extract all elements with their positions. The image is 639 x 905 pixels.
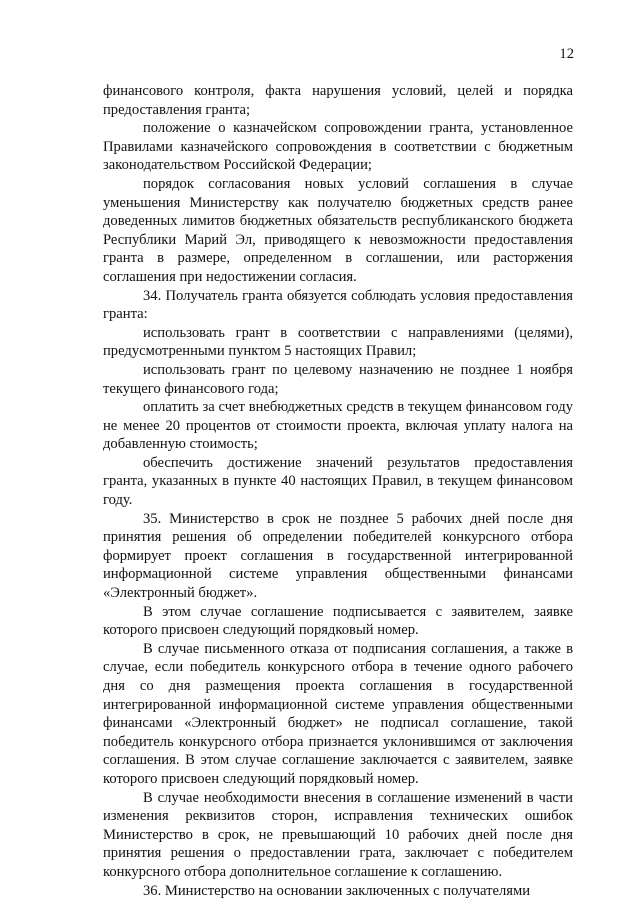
paragraph: оплатить за счет внебюджетных средств в текущем финансовом году не менее 20 процентов от стоимости проекта, включая уплату налога на добавленную стоимость;	[103, 399, 573, 453]
paragraph: 34. Получатель гранта обязуется соблюдать условия предоставления гранта:	[103, 287, 573, 323]
paragraph: В этом случае соглашение подписывается с заявителем, заявке которого присвоен следующий порядковый номер.	[103, 603, 573, 639]
paragraph: использовать грант в соответствии с направлениями (целями), предусмотренными пунктом 5 настоящих Правил;	[103, 324, 573, 360]
paragraph: порядок согласования новых условий соглашения в случае уменьшения Министерству как получателю бюджетных средств ранее доведенных лимитов бюджетных обязательств республиканского бюджета Республики Марий Эл, приводящего к невозможности предоставления гранта в размере, определенном в соглашении, или расторжения соглашения при недостижении согласия.	[103, 175, 573, 285]
page-number: 12	[559, 46, 574, 62]
paragraph: обеспечить достижение значений результатов предоставления гранта, указанных в пункте 40 настоящих Правил, в текущем финансовом году.	[103, 454, 573, 509]
paragraph: В случае письменного отказа от подписания соглашения, а также в случае, если победитель конкурсного отбора в течение одного рабочего дня со дня размещения проекта соглашения в государственной интегрированной информационной системе управления общественными финансами «Электронный бюджет» не подписал соглашение, такой победитель конкурсного отбора признается уклонившимся от заключения соглашения. В этом случае соглашение заключается с заявителем, заявке которого присвоен следующий порядковый номер.	[103, 640, 573, 787]
paragraph: использовать грант по целевому назначению не позднее 1 ноября текущего финансового года;	[103, 361, 573, 397]
paragraph: финансового контроля, факта нарушения условий, целей и порядка предоставления гранта;	[103, 83, 573, 118]
paragraph: 35. Министерство в срок не позднее 5 рабочих дней после дня принятия решения об определении победителей конкурсного отбора формирует проект соглашения в государственной интегрированной информационной системе управления общественными финансами «Электронный бюджет».	[103, 510, 573, 602]
document-body	[103, 82, 573, 900]
paragraph: 36. Министерство на основании заключенных с получателями	[143, 882, 531, 899]
paragraph: положение о казначейском сопровождении гранта, установленное Правилами казначейского сопровождения в соответствии с бюджетным законодательством Российской Федерации;	[103, 120, 573, 174]
paragraph: В случае необходимости внесения в соглашение изменений в части изменения реквизитов сторон, исправления технических ошибок Министерство в срок, не превышающий 10 рабочих дней после дня принятия решения о предоставлении грата, заключает с победителем конкурсного отбора дополнительное соглашение к соглашению.	[103, 789, 573, 880]
